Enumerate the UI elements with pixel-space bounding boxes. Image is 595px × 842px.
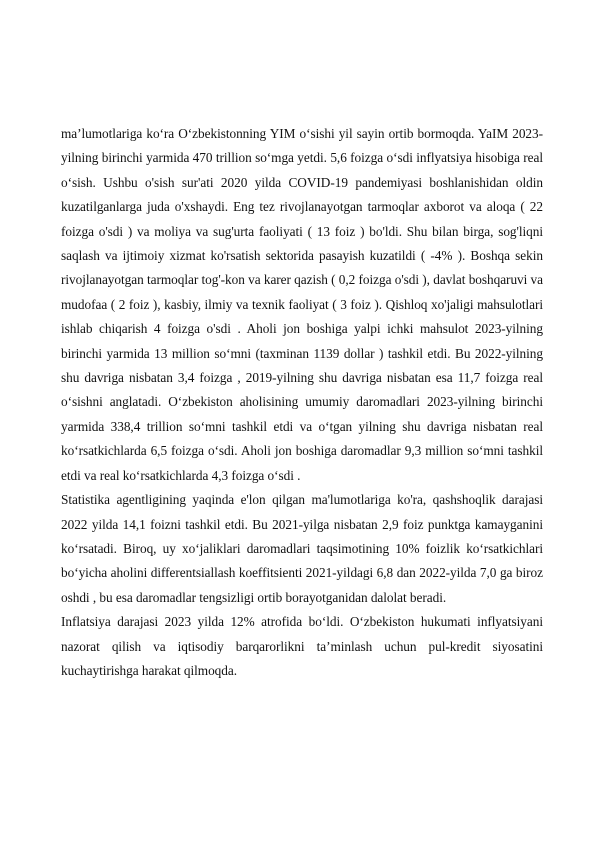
- paragraph-economic-growth: ma’lumotlariga ko‘ra O‘zbekistonning YIM o‘sishi yil sayin ortib bormoqda. YaIM 2023-yilning birinchi yarmida 470 trillion so‘mga yetdi. 5,6 foizga o‘sdi inflyatsiya hisobiga real o‘sish. Ushbu o'sish sur'ati 2020 yilda COVID-19 pandemiyasi boshlanishidan oldin kuzatilganlarga juda o'xshaydi. Eng tez rivojlanayotgan tarmoqlar axborot va aloqa ( 22 foizga o'sdi ) va moliya va sug'urta faoliyati ( 13 foiz ) bo'ldi. Shu bilan birga, sog'liqni saqlash va ijtimoiy xizmat ko'rsatish sektorida pasayish kuzatildi ( -4% ). Boshqa sekin rivojlanayotgan tarmoqlar tog'-kon va karer qazish ( 0,2 foizga o'sdi ), davlat boshqaruvi va mudofaa ( 2 foiz ), kasbiy, ilmiy va texnik faoliyat ( 3 foiz ). Qishloq xo'jaligi mahsulotlari ishlab chiqarish 4 foizga o'sdi . Aholi jon boshiga yalpi ichki mahsulot 2023-yilning birinchi yarmida 13 million so‘mni (taxminan 1139 dollar ) tashkil etdi. Bu 2022-yilning shu davriga nisbatan 3,4 foizga , 2019-yilning shu davriga nisbatan esa 11,7 foizga real o‘sishni anglatadi. O‘zbekiston aholisining umumiy daromadlari 2023-yilning birinchi yarmida 338,4 trillion so‘mni tashkil etdi va o‘tgan yilning shu davriga nisbatan real ko‘rsatkichlarda 6,5 foizga o‘sdi. Aholi jon boshiga daromadlar 9,3 million so‘mni tashkil etdi va real ko‘rsatkichlarda 4,3 foizga o‘sdi .: [61, 126, 544, 483]
- paragraph-inflation: Inflatsiya darajasi 2023 yilda 12% atrofida bo‘ldi. O‘zbekiston hukumati inflyatsiyani nazorat qilish va iqtisodiy barqarorlikni ta’minlash uchun pul-kredit siyosatini kuchaytirishga harakat qilmoqda.: [61, 614, 543, 678]
- paragraph-poverty: Statistika agentligining yaqinda e'lon qilgan ma'lumotlariga ko'ra, qashshoqlik darajasi 2022 yilda 14,1 foizni tashkil etdi. Bu 2021-yilga nisbatan 2,9 foiz punktga kamayganini ko‘rsatadi. Biroq, uy xo‘jaliklari daromadlari taqsimotining 10% foizlik ko‘rsatkichlari bo‘yicha aholini differentsiallash koeffitsienti 2021-yildagi 6,8 dan 2022-yilda 7,0 ga biroz oshdi , bu esa daromadlar tengsizligi ortib borayotganidan dalolat beradi.: [61, 492, 543, 605]
- document-page: [61, 122, 543, 683]
